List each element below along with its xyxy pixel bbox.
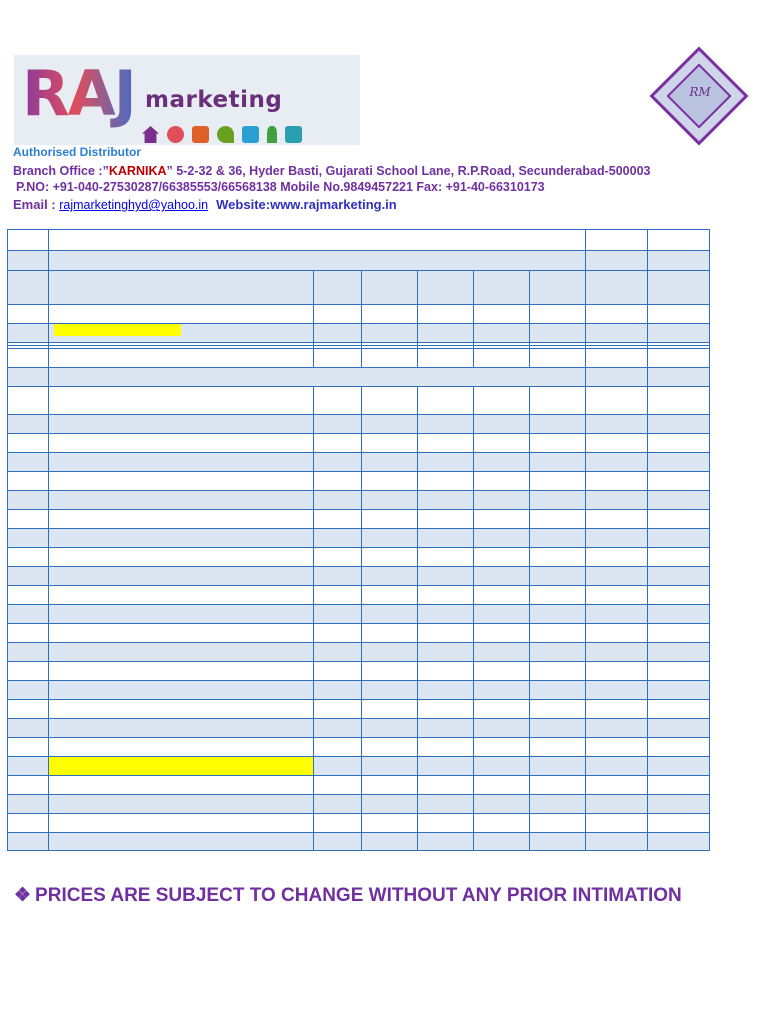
grid-horizontal-line: [7, 832, 710, 833]
branch-address: ” 5-2-32 & 36, Hyder Basti, Gujarati School Lane, R.P.Road, Secunderabad-500003: [166, 164, 651, 178]
table-row: [7, 490, 710, 509]
grid-horizontal-line: [7, 304, 710, 305]
branch-office-line: [13, 164, 650, 178]
logo-product-icons: [142, 126, 302, 143]
notice-text: PRICES ARE SUBJECT TO CHANGE WITHOUT ANY PRIOR INTIMATION: [35, 885, 682, 906]
highlight-cell: [48, 756, 313, 775]
authorised-distributor: Authorised Distributor: [13, 145, 141, 159]
grid-horizontal-line: [7, 737, 710, 738]
grid-horizontal-line: [7, 250, 710, 251]
grid-horizontal-line: [7, 566, 710, 567]
grid-horizontal-line: [7, 850, 710, 851]
grid-horizontal-line: [7, 229, 710, 230]
grid-horizontal-line: [7, 680, 710, 681]
grid-horizontal-line: [7, 342, 710, 343]
socket-icon: [192, 126, 209, 143]
price-table: [7, 229, 710, 851]
table-row: [7, 832, 710, 851]
price-change-notice: [14, 884, 682, 907]
grid-vertical-line: [417, 270, 418, 367]
logo-marketing-text: marketing: [145, 87, 283, 113]
grid-horizontal-line: [7, 623, 710, 624]
phone-line: P.NO: +91-040-27530287/66385553/66568138 Mobile No.9849457221 Fax: +91-40-66310173: [16, 180, 545, 194]
grid-vertical-line: [473, 386, 474, 851]
website-link[interactable]: Website:www.rajmarketing.in: [216, 197, 397, 212]
grid-horizontal-line: [7, 661, 710, 662]
company-logo: [14, 55, 360, 145]
grid-horizontal-line: [7, 345, 710, 346]
grid-horizontal-line: [7, 794, 710, 795]
branch-name: KARNIKA: [108, 164, 167, 178]
grid-horizontal-line: [7, 433, 710, 434]
table-row: [7, 414, 710, 433]
grid-horizontal-line: [7, 756, 710, 757]
table-row: [7, 604, 710, 623]
grid-horizontal-line: [7, 386, 710, 387]
table-row: [7, 794, 710, 813]
table-row: [7, 642, 710, 661]
switch-icon: [285, 126, 302, 143]
seal-text: RM: [689, 85, 711, 99]
table-row: [7, 718, 710, 737]
grid-horizontal-line: [7, 471, 710, 472]
contact-line: [13, 197, 397, 212]
grid-horizontal-line: [7, 490, 710, 491]
wire-icon: [217, 126, 234, 143]
highlight-cell: [54, 324, 181, 336]
diamond-bullet-icon: ❖: [14, 885, 32, 906]
grid-horizontal-line: [7, 813, 710, 814]
grid-vertical-line: [361, 270, 362, 367]
grid-vertical-line: [529, 386, 530, 851]
table-row: [7, 270, 710, 304]
email-link[interactable]: rajmarketinghyd@yahoo.in: [59, 198, 209, 212]
grid-horizontal-line: [7, 414, 710, 415]
table-row: [7, 452, 710, 471]
branch-prefix: Branch Office :”: [13, 164, 109, 178]
grid-vertical-line: [473, 270, 474, 367]
plug-icon: [267, 126, 277, 143]
battery-icon: [242, 126, 259, 143]
grid-horizontal-line: [7, 699, 710, 700]
grid-horizontal-line: [7, 323, 710, 324]
grid-horizontal-line: [7, 604, 710, 605]
table-row: [7, 680, 710, 699]
logo-raj-text: RAJ: [22, 59, 140, 129]
table-row: [7, 250, 710, 270]
rm-seal: [650, 47, 750, 147]
grid-horizontal-line: [7, 509, 710, 510]
grid-horizontal-line: [7, 367, 710, 368]
email-label: Email :: [13, 197, 60, 212]
grid-vertical-line: [529, 270, 530, 367]
grid-vertical-line: [313, 386, 314, 851]
grid-horizontal-line: [7, 775, 710, 776]
bulb-icon: [167, 126, 184, 143]
grid-horizontal-line: [7, 718, 710, 719]
grid-horizontal-line: [7, 528, 710, 529]
grid-vertical-line: [313, 270, 314, 367]
table-row: [7, 528, 710, 547]
grid-vertical-line: [417, 386, 418, 851]
table-row: [7, 566, 710, 585]
grid-horizontal-line: [7, 547, 710, 548]
grid-horizontal-line: [7, 452, 710, 453]
grid-horizontal-line: [7, 270, 710, 271]
home-icon: [142, 126, 159, 143]
table-row: [7, 367, 710, 386]
grid-horizontal-line: [7, 348, 710, 349]
grid-vertical-line: [361, 386, 362, 851]
grid-horizontal-line: [7, 585, 710, 586]
grid-horizontal-line: [7, 642, 710, 643]
